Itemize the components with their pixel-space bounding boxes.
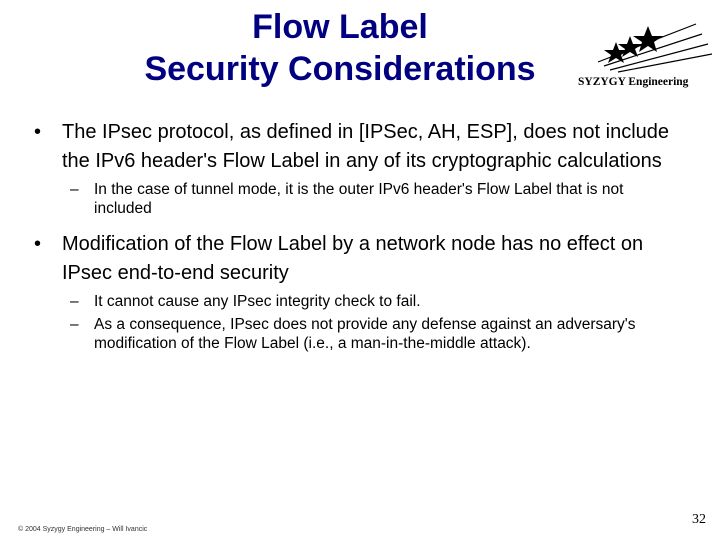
sub-bullet-2-1: [34, 292, 684, 311]
sub-bullet-1-1: [34, 180, 684, 218]
bullet-1: [34, 118, 684, 176]
bullet-dot: •: [34, 121, 42, 143]
title-line-1: Flow Label: [252, 8, 428, 46]
sub-bullet-1-1-text: In the case of tunnel mode, it is the outer IPv6 header's Flow Label that is not included: [94, 181, 624, 217]
bullet-dot: •: [34, 233, 42, 255]
bullet-2: [34, 230, 684, 288]
title-line-2: Security Considerations: [144, 50, 536, 88]
sub-bullet-2-1-text: It cannot cause any IPsec integrity check to fail.: [94, 293, 421, 310]
logo-text: SYZYGY Engineering: [578, 76, 689, 88]
sub-bullet-2-2-text: As a consequence, IPsec does not provide any defense against an adversary's modification of the Flow Label (i.e., a man-in-the-middle attack).: [94, 316, 636, 352]
sub-bullet-dash: –: [70, 316, 79, 333]
stars-logo-icon: [578, 14, 718, 76]
slide-body: [34, 118, 684, 353]
footer-copyright: © 2004 Syzygy Engineering – Will Ivancic: [18, 526, 148, 533]
page-number: 32: [692, 512, 706, 527]
bullet-1-text: The IPsec protocol, as defined in [IPSec, AH, ESP], does not include the IPv6 header's Flow Label in any of its cryptographic calculations: [62, 121, 670, 172]
sub-bullet-dash: –: [70, 181, 79, 198]
bullet-2-text: Modification of the Flow Label by a network node has no effect on IPsec end-to-end security: [62, 233, 644, 284]
sub-bullet-dash: –: [70, 293, 79, 310]
sub-bullet-2-2: [34, 315, 684, 353]
syzygy-logo: [578, 14, 718, 94]
